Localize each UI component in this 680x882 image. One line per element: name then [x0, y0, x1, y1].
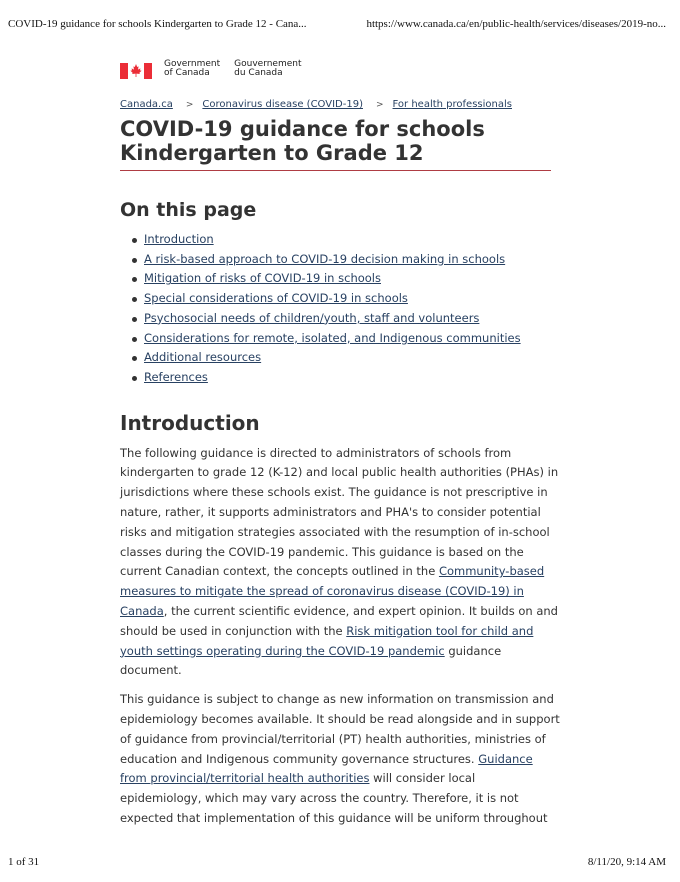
toc-item — [132, 289, 560, 309]
risk-mitigation-tool-link[interactable]: Risk mitigation tool for child and youth settings operating during the COVID-19 pandemic — [120, 623, 534, 658]
print-date: 8/11/20, 9:14 AM — [587, 856, 666, 868]
toc-link-additional-resources[interactable]: Additional resources — [144, 350, 262, 365]
toc-item — [132, 348, 560, 368]
toc-link-psychosocial[interactable]: Psychosocial needs of children/youth, staff and volunteers — [144, 310, 480, 325]
print-header-url: https://www.canada.ca/en/public-health/services/diseases/2019-no... — [366, 18, 666, 30]
toc-link-special-considerations[interactable]: Special considerations of COVID-19 in schools — [144, 291, 408, 306]
toc-item — [132, 269, 560, 289]
toc-link-risk-based-approach[interactable]: A risk-based approach to COVID-19 decision making in schools — [144, 251, 506, 266]
paragraph-text: guidance document. — [120, 643, 502, 678]
signature-fr-line2: du Canada — [234, 68, 283, 78]
toc-list — [120, 230, 560, 388]
paragraph-text: The following guidance is directed to administrators of schools from kindergarten to grade 12 (K-12) and local public health authorities (PHAs) in jurisdictions where these schools exist. The guidance is not prescriptive in nature, rather, it supports administrators and PHA's to consider potential risks and mitigation strategies associated with the resumption of in-school classes during the COVID-19 pandemic. This guidance is based on the current Canadian context, the concepts outlined in the — [120, 445, 559, 579]
toc-heading: On this page — [120, 199, 257, 221]
page-content — [120, 60, 560, 829]
community-measures-link[interactable]: Community-based measures to mitigate the spread of coronavirus disease (COVID-19) in Canada — [120, 564, 545, 618]
toc-link-references[interactable]: References — [144, 369, 208, 384]
paragraph-text: This guidance is subject to change as new information on transmission and epidemiology becomes available. It should be read alongside and in support of guidance from provincial/territorial (PT) health authorities, ministries of education and Indigenous community governance structures. — [120, 692, 560, 766]
paragraph-text: will consider local epidemiology, which may vary across the country. Therefore, it is not expected that implementation of this guidance will be uniform throughout — [120, 771, 548, 825]
toc-link-introduction[interactable]: Introduction — [144, 232, 214, 246]
government-signature[interactable] — [120, 60, 560, 84]
print-header-title: COVID-19 guidance for schools Kindergarten to Grade 12 - Cana... — [8, 18, 307, 30]
breadcrumb — [120, 99, 560, 110]
signature-en-line2: of Canada — [164, 68, 210, 78]
signature-en-line1: Government — [164, 59, 221, 69]
canada-flag-icon — [120, 63, 152, 79]
print-footer — [8, 856, 672, 872]
breadcrumb-health-professionals[interactable]: For health professionals — [392, 99, 512, 110]
pt-guidance-link[interactable]: Guidance from provincial/territorial health authorities — [120, 751, 533, 786]
toc-link-mitigation[interactable]: Mitigation of risks of COVID-19 in schools — [144, 271, 381, 286]
signature-fr-line1: Gouvernement — [234, 59, 302, 69]
toc-item — [132, 368, 560, 388]
toc-item — [132, 309, 560, 329]
page-title: COVID-19 guidance for schools Kindergarten to Grade 12 — [120, 117, 551, 171]
print-header — [8, 18, 672, 34]
toc-item — [132, 329, 560, 349]
introduction-heading: Introduction — [120, 410, 260, 435]
introduction-paragraph-2 — [120, 690, 560, 829]
toc-link-remote-communities[interactable]: Considerations for remote, isolated, and Indigenous communities — [144, 330, 521, 345]
toc-item — [132, 230, 560, 250]
paragraph-text: , the current scientific evidence, and expert opinion. It builds on and should be used in conjunction with the — [120, 604, 558, 638]
breadcrumb-separator: > — [375, 99, 384, 110]
print-page-number: 1 of 31 — [8, 856, 40, 868]
breadcrumb-separator: > — [185, 99, 194, 110]
introduction-paragraph-1 — [120, 444, 560, 682]
toc-item — [132, 250, 560, 270]
breadcrumb-canada[interactable]: Canada.ca — [120, 99, 173, 110]
breadcrumb-coronavirus[interactable]: Coronavirus disease (COVID-19) — [202, 99, 363, 110]
